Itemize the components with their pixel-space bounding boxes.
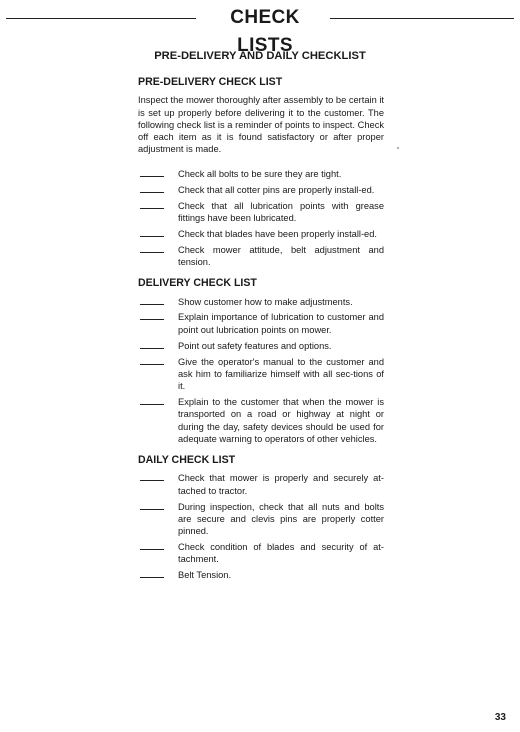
check-blank (140, 244, 164, 253)
checklist-item-text: Check that all cotter pins are properly install-ed. (178, 184, 375, 195)
checklist-item (138, 356, 384, 393)
checklist-item (138, 541, 384, 566)
check-blank (140, 228, 164, 237)
checklist-item (138, 396, 384, 445)
check-blank (140, 569, 164, 578)
section-heading: DAILY CHECK LIST (138, 454, 236, 467)
delivery-section (138, 277, 384, 445)
section-heading: PRE-DELIVERY CHECK LIST (138, 76, 283, 88)
checklist-item (138, 472, 384, 497)
checklist-item (138, 168, 384, 180)
checklist-item (138, 184, 384, 196)
check-blank (140, 501, 164, 510)
section-heading: DELIVERY CHECK LIST (138, 277, 257, 290)
pre-delivery-checklist (138, 168, 384, 268)
delivery-checklist (138, 296, 384, 446)
check-blank (140, 168, 164, 177)
checklist-item-text: Explain to the customer that when the mower is transported on a road or highway at night or during the day, safety devices should be used for adequate warning to operators of other vehicles. (178, 396, 384, 444)
page-number: 33 (494, 712, 506, 723)
header-rule-right (330, 18, 514, 19)
checklist-item-text: Check that blades have been properly install-ed. (178, 228, 377, 239)
scan-speck (397, 147, 399, 149)
check-blank (140, 200, 164, 209)
pre-delivery-section (138, 76, 384, 268)
checklist-item-text: Belt Tension. (178, 570, 232, 581)
check-blank (140, 340, 164, 349)
page-subtitle: PRE-DELIVERY AND DAILY CHECKLIST (154, 50, 366, 62)
daily-checklist (138, 472, 384, 581)
checklist-item-text: Check that mower is properly and securely at-tached to tractor. (178, 473, 384, 496)
checklist-item (138, 311, 384, 336)
checklist-item-text: Check all bolts to be sure they are tight. (178, 168, 342, 179)
checklist-item (138, 296, 384, 308)
checklist-item-text: Show customer how to make adjustments. (178, 296, 353, 307)
header-rule-left (6, 18, 196, 19)
checklist-item-text: Explain importance of lubrication to customer and point out lubrication points on mower. (178, 312, 384, 335)
intro-paragraph: Inspect the mower thoroughly after assembly to be certain it is set up properly before delivering it to the customer. The following check list is a reminder of points to inspect. Check off each item as it is found satisfactory or after proper adjustment is made. (138, 95, 384, 155)
check-blank (140, 472, 164, 481)
checklist-item-text: Check that all lubrication points with grease fittings have been lubricated. (178, 200, 384, 223)
checklist-item (138, 244, 384, 269)
check-blank (140, 356, 164, 365)
check-blank (140, 184, 164, 193)
page-title: CHECK LISTS (230, 7, 300, 56)
check-blank (140, 311, 164, 320)
checklist-item (138, 228, 384, 240)
checklist-item (138, 200, 384, 225)
checklist-item-text: Check condition of blades and security of at-tachment. (178, 542, 384, 565)
daily-section (138, 454, 384, 581)
checklist-item-text: During inspection, check that all nuts and bolts are secure and clevis pins are properly cotter pinned. (178, 501, 384, 537)
checklist-item-text: Give the operator's manual to the customer and ask him to familiarize himself with all sec-tions of it. (178, 356, 384, 392)
checklist-item (138, 569, 384, 581)
checklist-item (138, 501, 384, 538)
check-blank (140, 296, 164, 305)
checklist-content (138, 76, 384, 591)
checklist-item (138, 340, 384, 352)
check-blank (140, 541, 164, 550)
check-blank (140, 396, 164, 405)
checklist-item-text: Point out safety features and options. (178, 340, 332, 351)
checklist-item-text: Check mower attitude, belt adjustment and tension. (178, 244, 384, 267)
